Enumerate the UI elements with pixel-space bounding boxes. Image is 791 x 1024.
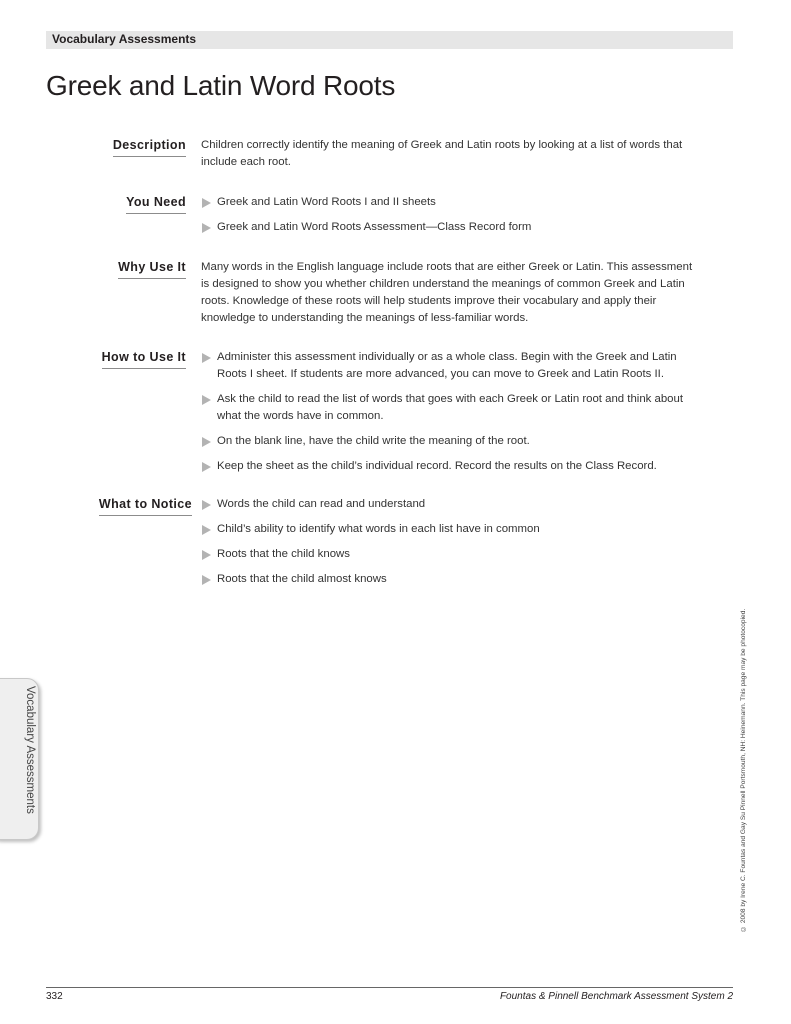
list-item: On the blank line, have the child write the meaning of the root. bbox=[201, 433, 701, 450]
list-item: Words the child can read and understand bbox=[201, 496, 701, 513]
list-item: Ask the child to read the list of words that goes with each Greek or Latin root and think about what the words have in common. bbox=[201, 391, 701, 425]
running-header-bar bbox=[46, 31, 733, 49]
list-item: Roots that the child almost knows bbox=[201, 571, 701, 588]
section-label-what-to-notice: What to Notice bbox=[99, 497, 192, 516]
list-item: Roots that the child knows bbox=[201, 546, 701, 563]
bullet-triangle-icon bbox=[202, 500, 211, 510]
section-label-you-need: You Need bbox=[126, 195, 186, 214]
list-item: Administer this assessment individually or as a whole class. Begin with the Greek and Latin Roots I sheet. If students are more advanced, you can move to Greek and Latin Roots II. bbox=[201, 349, 701, 383]
bullet-triangle-icon bbox=[202, 550, 211, 560]
page-number: 332 bbox=[46, 991, 63, 1002]
description-text: Children correctly identify the meaning of Greek and Latin roots by looking at a list of words that include each root. bbox=[201, 139, 683, 168]
footer-rule bbox=[46, 987, 733, 988]
why-use-it-text: Many words in the English language include roots that are either Greek or Latin. This assessment is designed to show you whether children understand the meanings of common Greek and Latin roots. Knowledge of these roots will help students improve their vocabulary and apply their knowledge to understanding the meanings of less-familiar words. bbox=[201, 261, 693, 324]
section-body-why-use-it bbox=[201, 259, 701, 327]
section-label-why-use-it: Why Use It bbox=[118, 260, 186, 279]
list-item: Keep the sheet as the child’s individual record. Record the results on the Class Record. bbox=[201, 458, 701, 475]
bullet-triangle-icon bbox=[202, 198, 211, 208]
bullet-triangle-icon bbox=[202, 223, 211, 233]
bullet-triangle-icon bbox=[202, 525, 211, 535]
bullet-triangle-icon bbox=[202, 353, 211, 363]
bullet-triangle-icon bbox=[202, 437, 211, 447]
section-body-description bbox=[201, 137, 701, 171]
copyright-notice: © 2008 by Irene C. Fountas and Gay Su Pinnell Portsmouth, NH: Heinemann. This page may be photocopied. bbox=[740, 608, 747, 932]
list-item: Greek and Latin Word Roots Assessment—Class Record form bbox=[201, 219, 701, 236]
section-label-how-to-use-it: How to Use It bbox=[102, 350, 186, 369]
list-item: Greek and Latin Word Roots I and II sheets bbox=[201, 194, 701, 211]
page-title: Greek and Latin Word Roots bbox=[46, 70, 396, 101]
bullet-triangle-icon bbox=[202, 462, 211, 472]
section-body-what-to-notice bbox=[201, 496, 701, 596]
running-header-label: Vocabulary Assessments bbox=[52, 32, 197, 46]
section-body-you-need bbox=[201, 194, 701, 244]
bullet-triangle-icon bbox=[202, 575, 211, 585]
book-title: Fountas & Pinnell Benchmark Assessment System 2 bbox=[499, 991, 733, 1002]
list-item: Child’s ability to identify what words in each list have in common bbox=[201, 521, 701, 538]
bullet-triangle-icon bbox=[202, 395, 211, 405]
section-body-how-to-use-it bbox=[201, 349, 701, 483]
section-label-description: Description bbox=[113, 138, 186, 157]
side-tab-label: Vocabulary Assessments bbox=[24, 686, 36, 814]
